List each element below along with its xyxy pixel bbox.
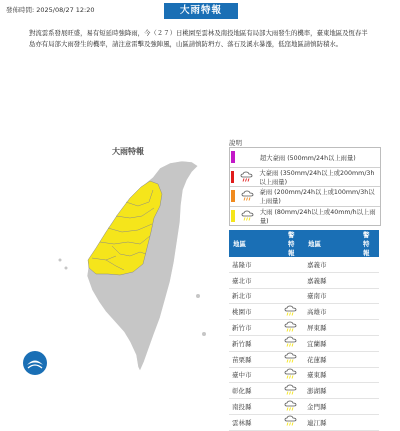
cloud-rain-icon [284, 406, 297, 414]
warning-cell [284, 351, 304, 367]
cwa-logo-icon [22, 350, 48, 376]
cloud-rain-icon [284, 342, 297, 350]
warning-cell [359, 367, 379, 383]
county-name: 新竹市 [229, 320, 284, 336]
map-title: 大雨特報 [112, 147, 144, 156]
county-name: 高雄市 [304, 304, 359, 320]
table-row [229, 320, 379, 336]
county-name: 臺南市 [304, 288, 359, 304]
table-row [229, 304, 379, 320]
warning-cell [359, 383, 379, 399]
legend-swatch [231, 210, 235, 222]
warning-cell [284, 399, 304, 415]
cloud-rain-icon [284, 421, 297, 429]
warning-cell [284, 335, 304, 351]
county-name: 嘉義縣 [304, 272, 359, 288]
cloud-rain-icon [240, 171, 253, 183]
warning-cell [284, 383, 304, 399]
county-name: 臺東縣 [304, 367, 359, 383]
county-name: 南投縣 [229, 399, 284, 415]
county-name: 澎湖縣 [304, 383, 359, 399]
table-row [229, 335, 379, 351]
warning-cell [359, 414, 379, 430]
legend-swatch [231, 151, 235, 163]
warning-cell [284, 257, 304, 272]
table-row [229, 272, 379, 288]
warning-cell [359, 257, 379, 272]
county-name: 基隆市 [229, 257, 284, 272]
county-name: 新北市 [229, 288, 284, 304]
warning-cell [359, 351, 379, 367]
island-a [196, 294, 200, 298]
legend-item [230, 168, 380, 188]
county-name: 新竹縣 [229, 335, 284, 351]
cloud-rain-icon [284, 390, 297, 398]
warning-cell [359, 320, 379, 336]
page-title: 大雨特報 [164, 3, 238, 19]
legend-label: 超大豪雨 (500mm/24h以上雨量) [260, 154, 356, 162]
legend-swatch [231, 171, 234, 183]
cloud-rain-icon [241, 190, 254, 202]
legend-item [230, 148, 380, 168]
county-name: 嘉義市 [304, 257, 359, 272]
cloud-rain-icon [284, 311, 297, 319]
legend [229, 147, 381, 226]
legend-item [230, 187, 380, 207]
legend-label: 大豪雨 (350mm/24h以上或200mm/3h以上雨量) [259, 169, 375, 186]
county-name: 金門縣 [304, 399, 359, 415]
island-b [202, 332, 206, 336]
warning-cell [284, 272, 304, 288]
col-region-left: 地區 [229, 230, 284, 257]
table-row [229, 383, 379, 399]
cloud-rain-icon [241, 210, 254, 222]
legend-label: 豪雨 (200mm/24h以上或100mm/3h以上雨量) [259, 189, 375, 206]
legend-heading: 說明 [229, 139, 242, 147]
legend-swatch [231, 190, 235, 202]
county-name: 臺北市 [229, 272, 284, 288]
county-name: 屏東縣 [304, 320, 359, 336]
legend-item [230, 207, 380, 226]
col-warning-right: 警特報 [359, 230, 379, 257]
warning-description: 對流雲系發展旺盛，易有短延時強降雨，今（２７）日桃園至雲林及南投地區有局部大雨發生的機率，臺東地區及恆春半島亦有局部大雨發生的機率，請注意雷擊及強陣風，山區請慎防坍方、落石及溪水暴漲，低窪地區請慎防積水。 [29, 29, 368, 48]
warning-cell [359, 399, 379, 415]
county-name: 雲林縣 [229, 414, 284, 430]
warning-cell [359, 272, 379, 288]
island-c [59, 259, 62, 262]
table-body [229, 257, 379, 430]
county-name: 花蓮縣 [304, 351, 359, 367]
taiwan-map [20, 150, 220, 380]
table-row [229, 288, 379, 304]
county-name: 臺中市 [229, 367, 284, 383]
table-row [229, 351, 379, 367]
cloud-rain-icon [284, 327, 297, 335]
county-name: 彰化縣 [229, 383, 284, 399]
publish-time: 發佈時間: 2025/08/27 12:20 [6, 6, 95, 14]
warning-cell [359, 335, 379, 351]
table-row [229, 399, 379, 415]
warning-cell [284, 288, 304, 304]
cloud-rain-icon [284, 358, 297, 366]
island-d [65, 267, 68, 270]
county-name: 苗栗縣 [229, 351, 284, 367]
table-header-row [229, 230, 379, 257]
col-warning-left: 警特報 [284, 230, 304, 257]
county-name: 桃園市 [229, 304, 284, 320]
warning-cell [359, 304, 379, 320]
legend-spacer [241, 151, 254, 163]
warning-cell [284, 304, 304, 320]
county-warning-table [229, 230, 379, 431]
county-name: 宜蘭縣 [304, 335, 359, 351]
county-name: 連江縣 [304, 414, 359, 430]
warning-cell [284, 320, 304, 336]
cloud-rain-icon [284, 374, 297, 382]
col-region-right: 地區 [304, 230, 359, 257]
table-row [229, 257, 379, 272]
table-row [229, 414, 379, 430]
warning-cell [284, 367, 304, 383]
warning-cell [359, 288, 379, 304]
legend-label: 大雨 (80mm/24h以上或40mm/h以上雨量) [259, 208, 376, 225]
warning-cell [284, 414, 304, 430]
table-row [229, 367, 379, 383]
